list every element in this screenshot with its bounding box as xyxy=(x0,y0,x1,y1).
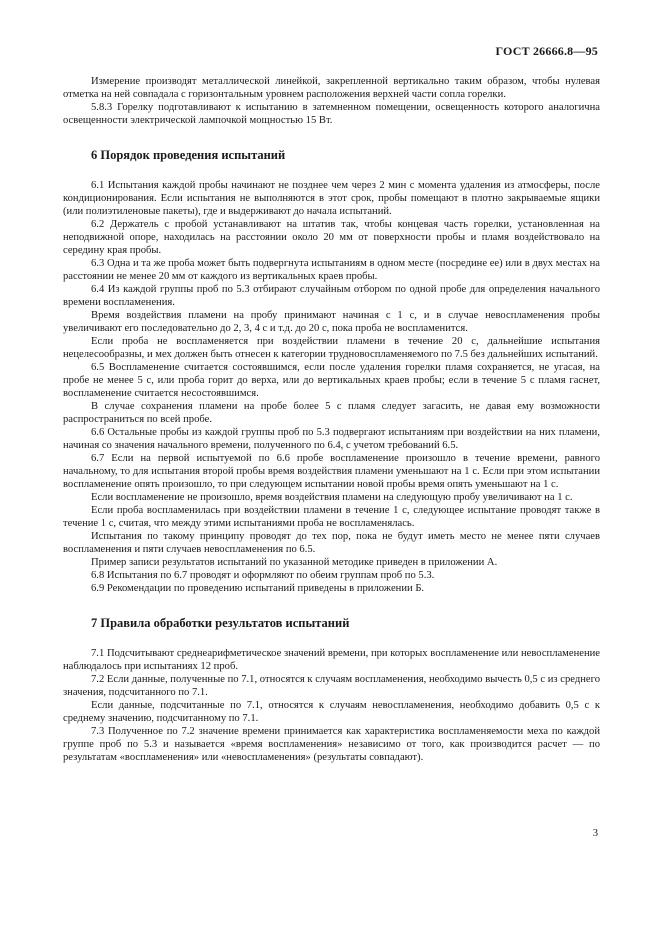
paragraph: Испытания по такому принципу проводят до тех пор, пока не будут иметь место не менее пяти случаев воспламенения и пяти случаев невоспламенения по 6.5. xyxy=(63,531,600,555)
paragraph: 6.1 Испытания каждой пробы начинают не позднее чем через 2 мин с момента удаления из атмосферы, после кондиционирования. Если испытания не выполняются в этот срок, пробы помещают в плотно закрываемые ящики (или полиэтиленовые пакеты), где и выдерживают до начала испытаний. xyxy=(63,180,600,217)
paragraph: Если данные, подсчитанные по 7.1, относятся к случаям невоспламенения, необходимо добавить 0,5 с к среднему значению, подсчитанному по 7.1. xyxy=(63,700,600,724)
paragraph: 6.6 Остальные пробы из каждой группы проб по 5.3 подвергают испытаниям при воздействии на них пламени, начиная со значения начального времени, полученного по 6.4, с учетом требований 6.5. xyxy=(63,427,600,451)
paragraph: 6.4 Из каждой группы проб по 5.3 отбирают случайным отбором по одной пробе для определения начального времени воспламенения. xyxy=(63,284,600,308)
section-heading: 6 Порядок проведения испытаний xyxy=(91,148,286,162)
paragraph: 6.2 Держатель с пробой устанавливают на штатив так, чтобы концевая часть горелки, установленная на неподвижной опоре, находилась на расстоянии около 20 мм от поверхности пробы и пламя воздействовало на середину края пробы. xyxy=(63,219,600,256)
document-body xyxy=(63,75,600,764)
section-heading: 7 Правила обработки результатов испытаний xyxy=(91,616,350,630)
paragraph: В случае сохранения пламени на пробе более 5 с пламя следует загасить, не давая ему возможности распространиться по всей пробе. xyxy=(63,401,600,425)
paragraph: Если проба не воспламеняется при воздействии пламени в течение 20 с, дальнейшие испытания нецелесообразны, и мех должен быть отнесен к категории трудновоспламеняемого по 7.5 без дальнейших испытаний. xyxy=(63,336,600,360)
paragraph: Время воздействия пламени на пробу принимают начиная с 1 с, и в случае невоспламенения пробы увеличивают его последовательно до 2, 3, 4 с и т.д. до 20 с, пока проба не воспламенится. xyxy=(63,310,600,334)
paragraph: Пример записи результатов испытаний по указанной методике приведен в приложении А. xyxy=(91,557,498,568)
paragraph: 6.7 Если на первой испытуемой по 6.6 пробе воспламенение произошло в течение времени, равного начальному, то для испытания второй пробы время воздействия пламени уменьшают на 1 с. Если при этом испытании воспламенение опять произошло, то при следующем испытании новой пробы время опять уменьшают на 1 с. xyxy=(63,453,600,490)
paragraph: Измерение производят металлической линейкой, закрепленной вертикально таким образом, чтобы нулевая отметка на ней совпадала с горизонтальным уровнем расположения верхней части сопла горелки. xyxy=(63,76,600,100)
paragraph: Если воспламенение не произошло, время воздействия пламени на следующую пробу увеличивают на 1 с. xyxy=(91,492,573,503)
page-number: 3 xyxy=(592,828,598,839)
paragraph: 7.3 Полученное по 7.2 значение времени принимается как характеристика воспламеняемости меха по каждой группе проб по 5.3 и называется «время воспламенения» независимо от того, как производится расчет — по результатам «воспламенения» или «невоспламенения» (результаты совпадают). xyxy=(63,726,600,763)
paragraph: Если проба воспламенилась при воздействии пламени в течение 1 с, следующее испытание проводят также в течение 1 с, считая, что между этими испытаниями проба не воспламенялась. xyxy=(63,505,600,529)
paragraph: 6.5 Воспламенение считается состоявшимся, если после удаления горелки пламя сохраняется, не угасая, на пробе не менее 5 с, или проба горит до верха, или до вертикальных краев пробы; если в течение 5 с пламя гаснет, воспламенение считается несостоявшимся. xyxy=(63,362,600,399)
paragraph: 6.9 Рекомендации по проведению испытаний приведены в приложении Б. xyxy=(91,583,425,594)
paragraph: 6.8 Испытания по 6.7 проводят и оформляют по обеим группам проб по 5.3. xyxy=(91,570,435,581)
paragraph: 7.2 Если данные, полученные по 7.1, относятся к случаям воспламенения, необходимо вычесть 0,5 с из среднего значения, подсчитанного по 7.1. xyxy=(63,674,600,698)
document-header-id: ГОСТ 26666.8—95 xyxy=(495,44,598,58)
paragraph: 5.8.3 Горелку подготавливают к испытанию в затемненном помещении, освещенность которого аналогична освещенности электрической лампочкой мощностью 15 Вт. xyxy=(63,102,600,126)
paragraph: 7.1 Подсчитывают среднеарифметическое значений времени, при которых воспламенение или невоспламенение наблюдалось при испытаниях 12 проб. xyxy=(63,648,600,672)
paragraph: 6.3 Одна и та же проба может быть подвергнута испытаниям в одном месте (посредине ее) или в двух местах на расстоянии не менее 20 мм от каждого из вертикальных краев пробы. xyxy=(63,258,600,282)
